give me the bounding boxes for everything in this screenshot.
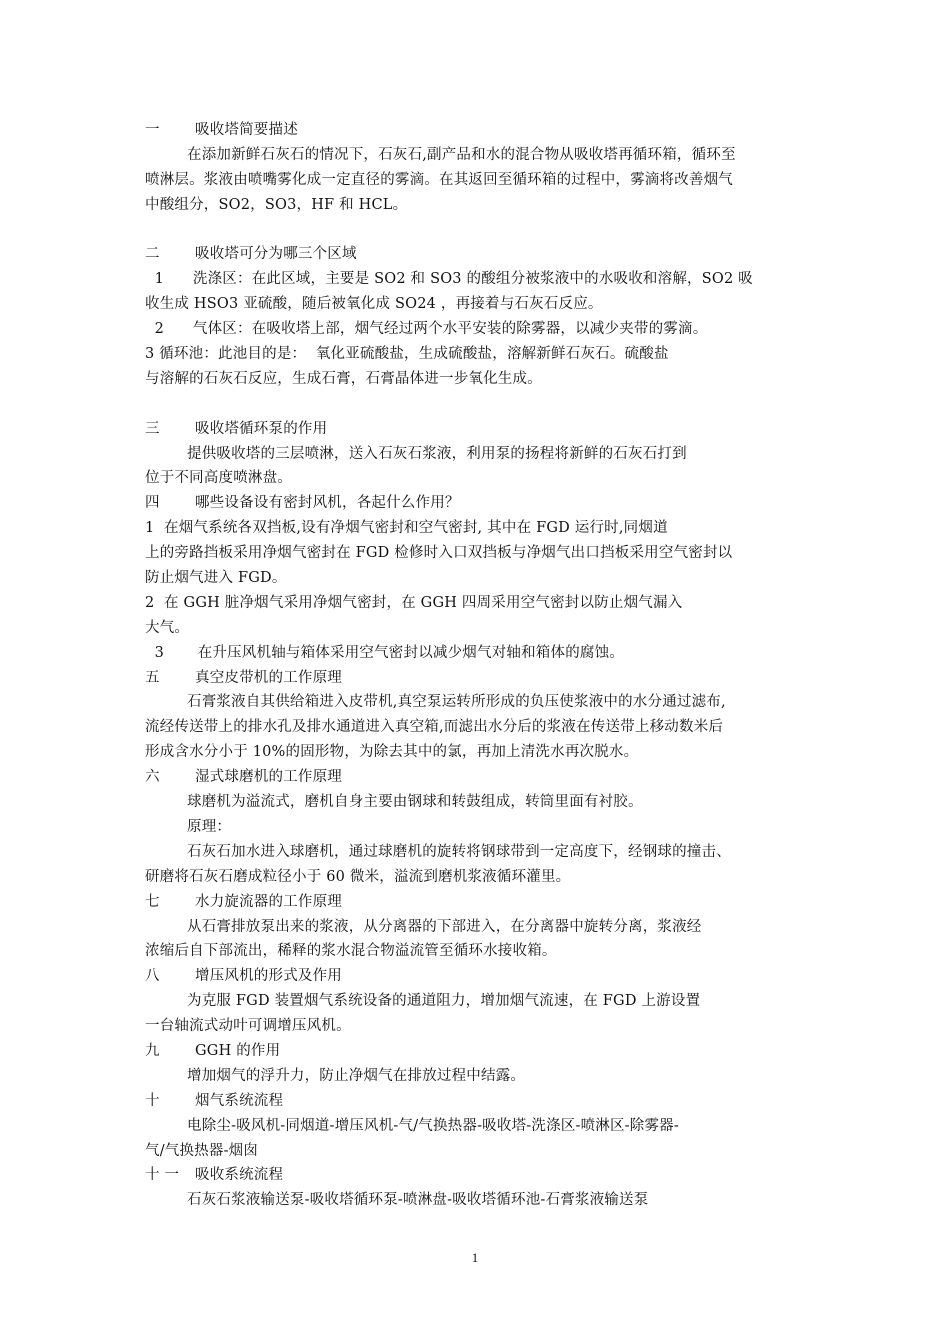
section-title: 增压风机的形式及作用 [195,968,342,985]
paragraph-line: 石膏浆液自其供给箱进入皮带机,真空泵运转所形成的负压使浆液中的水分通过滤布, [187,694,726,711]
section-heading [145,890,810,915]
paragraph-line: 石灰石加水进入球磨机，通过球磨机的旋转将钢球带到一定高度下，经钢球的撞击、 [187,843,731,860]
paragraph-line: 浓缩后自下部流出，稀释的浆水混合物溢流管至循环水接收箱。 [145,943,557,960]
section-heading [145,491,810,516]
paragraph-line: 收生成 HSO3 亚硫酸，随后被氧化成 SO24 ，再接着与石灰石反应。 [145,296,603,313]
section-heading [145,666,810,691]
paragraph-line: 提供吸收塔的三层喷淋，送入石灰石浆液，利用泵的扬程将新鲜的石灰石打到 [187,445,687,462]
paragraph-line: 形成含水分小于 10%的固形物，为除去其中的氯，再加上清洗水再次脱水。 [145,744,639,761]
paragraph-line: 在添加新鲜石灰石的情况下，石灰石,副产品和水的混合物从吸收塔再循环箱，循环至 [187,146,736,163]
paragraph-line: 3 在升压风机轴与箱体采用空气密封以减少烟气对轴和箱体的腐蚀。 [145,644,625,661]
section-number: 三 [145,420,160,437]
section-title: 湿式球磨机的工作原理 [195,769,342,786]
section-title: 吸收系统流程 [195,1167,284,1184]
paragraph-line: 防止烟气进入 FGD。 [145,570,287,587]
paragraph-line: 大气。 [145,619,190,636]
paragraph-line: 增加烟气的浮升力，防止净烟气在排放过程中结露。 [187,1067,526,1084]
section-number: 九 [145,1042,160,1059]
paragraph-line: 1 在烟气系统各双挡板,设有净烟气密封和空气密封, 其中在 FGD 运行时,同烟道 [145,520,668,537]
section-number: 七 [145,893,160,910]
paragraph-line: 2 气体区：在吸收塔上部，烟气经过两个水平安装的除雾器，以减少夹带的雾滴。 [145,321,708,338]
paragraph-line: 中酸组分，SO2，SO3，HF 和 HCL。 [145,196,408,213]
paragraph-line: 一台轴流式动叶可调增压风机。 [145,1018,351,1035]
section-title: 吸收塔简要描述 [195,122,298,138]
paragraph-line: 球磨机为溢流式，磨机自身主要由钢球和转鼓组成，转筒里面有衬胶。 [187,794,643,811]
paragraph-line: 原理： [187,818,232,835]
section-heading [145,242,810,267]
section-number: 六 [145,769,160,786]
section-number: 二 [145,246,160,263]
section-heading [145,1089,810,1114]
paragraph-line: 石灰石浆液输送泵-吸收塔循环泵-喷淋盘-吸收塔循环池-石膏浆液输送泵 [187,1192,649,1209]
page-number: 1 [471,1250,479,1265]
paragraph-line: 从石膏排放泵出来的浆液，从分离器的下部进入，在分离器中旋转分离，浆液经 [187,918,702,935]
section-title: 真空皮带机的工作原理 [195,669,342,686]
paragraph-line: 研磨将石灰石磨成粒径小于 60 微米，溢流到磨机浆液循环灌里。 [145,868,571,885]
section-heading [145,765,810,790]
section-number: 四 [145,495,160,512]
section-number: 八 [145,968,160,985]
section-heading [145,1039,810,1064]
section-number: 一 [145,122,160,138]
section-heading [145,417,810,442]
section-title: 水力旋流器的工作原理 [195,893,342,910]
paragraph-line: 位于不同高度喷淋盘。 [145,470,292,487]
paragraph-line: 与溶解的石灰石反应，生成石膏，石膏晶体进一步氧化生成。 [145,370,542,387]
section-title: 吸收塔循环泵的作用 [195,420,328,437]
section-title: 吸收塔可分为哪三个区域 [195,246,357,263]
paragraph-line: 为克服 FGD 装置烟气系统设备的通道阻力，增加烟气流速，在 FGD 上游设置 [187,993,701,1010]
section-heading [145,1163,810,1188]
paragraph-line: 上的旁路挡板采用净烟气密封在 FGD 检修时入口双挡板与净烟气出口挡板采用空气密封以 [145,545,733,562]
section-number: 五 [145,669,160,686]
paragraph-line: 流经传送带上的排水孔及排水通道进入真空箱,而滤出水分后的浆液在传送带上移动数米后 [145,719,724,736]
paragraph-line: 喷淋层。浆液由喷嘴雾化成一定直径的雾滴。在其返回至循环箱的过程中，雾滴将改善烟气 [145,171,733,188]
paragraph-line: 电除尘-吸风机-同烟道-增压风机-气/气换热器-吸收塔-洗涤区-喷淋区-除雾器- [187,1117,679,1134]
paragraph-line: 1 洗涤区：在此区域，主要是 SO2 和 SO3 的酸组分被浆液中的水吸收和溶解，SO2 吸 [145,271,753,288]
paragraph-line: 2 在 GGH 脏净烟气采用净烟气密封，在 GGH 四周采用空气密封以防止烟气漏入 [145,594,683,611]
paragraph-line: 气/气换热器-烟囱 [145,1142,259,1159]
section-heading [145,964,810,989]
section-title: 烟气系统流程 [195,1092,284,1109]
section-title: 哪些设备设有密封风机，各起什么作用？ [195,495,460,512]
section-number: 十 [145,1092,160,1109]
document-body [145,118,810,1213]
section-heading [145,118,810,143]
paragraph-line: 3 循环池：此池目的是： 氧化亚硫酸盐，生成硫酸盐，溶解新鲜石灰石。硫酸盐 [145,346,669,363]
section-number: 十 一 [145,1167,180,1184]
section-title: GGH 的作用 [195,1042,281,1059]
